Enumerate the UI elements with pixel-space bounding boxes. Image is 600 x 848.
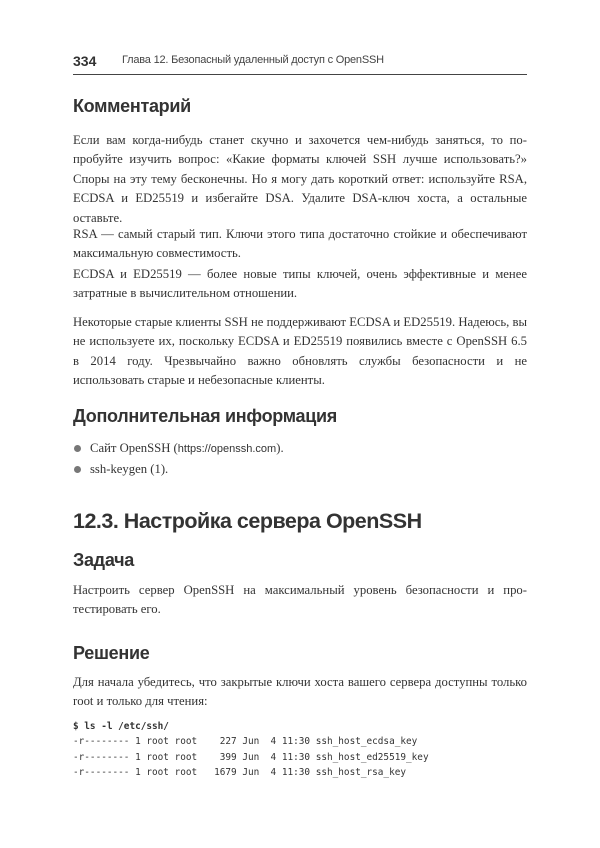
solution-heading: Решение	[73, 643, 150, 663]
list-item	[73, 460, 527, 481]
code-line: -r-------- 1 root root 227 Jun 4 11:30 ssh_host_ecdsa_key	[73, 736, 418, 748]
page-number: 334	[73, 53, 97, 69]
code-line: -r-------- 1 root root 399 Jun 4 11:30 ssh_host_ed25519_key	[73, 751, 429, 763]
running-title: Глава 12. Безопасный удаленный доступ с OpenSSH	[122, 54, 384, 66]
comment-paragraph-2: RSA — самый старый тип. Ключи этого типа достаточно стойкие и обеспечивают максимальную совместимость.	[73, 227, 527, 261]
bullet-icon	[74, 445, 81, 452]
bullet-icon	[74, 466, 81, 473]
openssh-link[interactable]: https://openssh.com	[177, 443, 277, 455]
list-item	[73, 439, 527, 460]
comment-paragraph-4: Некоторые старые клиенты SSH не поддерживают ECDSA и ED25519. Надеюсь, вы не используете их, поскольку ECDSA и ED25519 появились вместе с OpenSSH 6.5 в 2014 году. Чрезвычайно важно обновлять службы безопасности и не использовать старые и небезопасные клиенты.	[73, 315, 527, 388]
comment-heading: Комментарий	[73, 96, 191, 116]
more-info-list	[73, 439, 527, 481]
task-paragraph: Настроить сервер OpenSSH на максимальный уровень безопасности и протестировать его.	[73, 583, 527, 617]
code-command: $ ls -l /etc/ssh/	[73, 721, 169, 732]
header-rule	[73, 74, 527, 75]
running-header	[73, 50, 527, 76]
section-heading: 12.3. Настройка сервера OpenSSH	[73, 509, 422, 533]
list-item-text: Сайт OpenSSH (	[90, 441, 178, 455]
code-line: -r-------- 1 root root 1679 Jun 4 11:30 ssh_host_rsa_key	[73, 767, 407, 779]
comment-paragraph-1: Если вам когда-нибудь станет скучно и захочется чем-нибудь заняться, то попробуйте изучить вопрос: «Какие форматы ключей SSH лучше использовать?» Споры на эту тему бесконечны. Но я могу дать короткий ответ: используйте RSA, ECDSA и ED25519 и избегайте DSA. Удалите DSA-ключ хоста, а остальные оставьте.	[73, 133, 527, 225]
list-item-suffix: ).	[276, 441, 284, 455]
more-info-heading: Дополнительная информация	[73, 406, 337, 426]
list-item-text: ssh-keygen (1).	[90, 462, 169, 476]
solution-paragraph: Для начала убедитесь, что закрытые ключи хоста вашего сервера доступны только root и только для чтения:	[73, 675, 527, 709]
code-block	[73, 719, 527, 781]
task-heading: Задача	[73, 550, 134, 570]
comment-paragraph-3: ECDSA и ED25519 — более новые типы ключей, очень эффективные и менее затратные в вычислительном отношении.	[73, 267, 527, 301]
